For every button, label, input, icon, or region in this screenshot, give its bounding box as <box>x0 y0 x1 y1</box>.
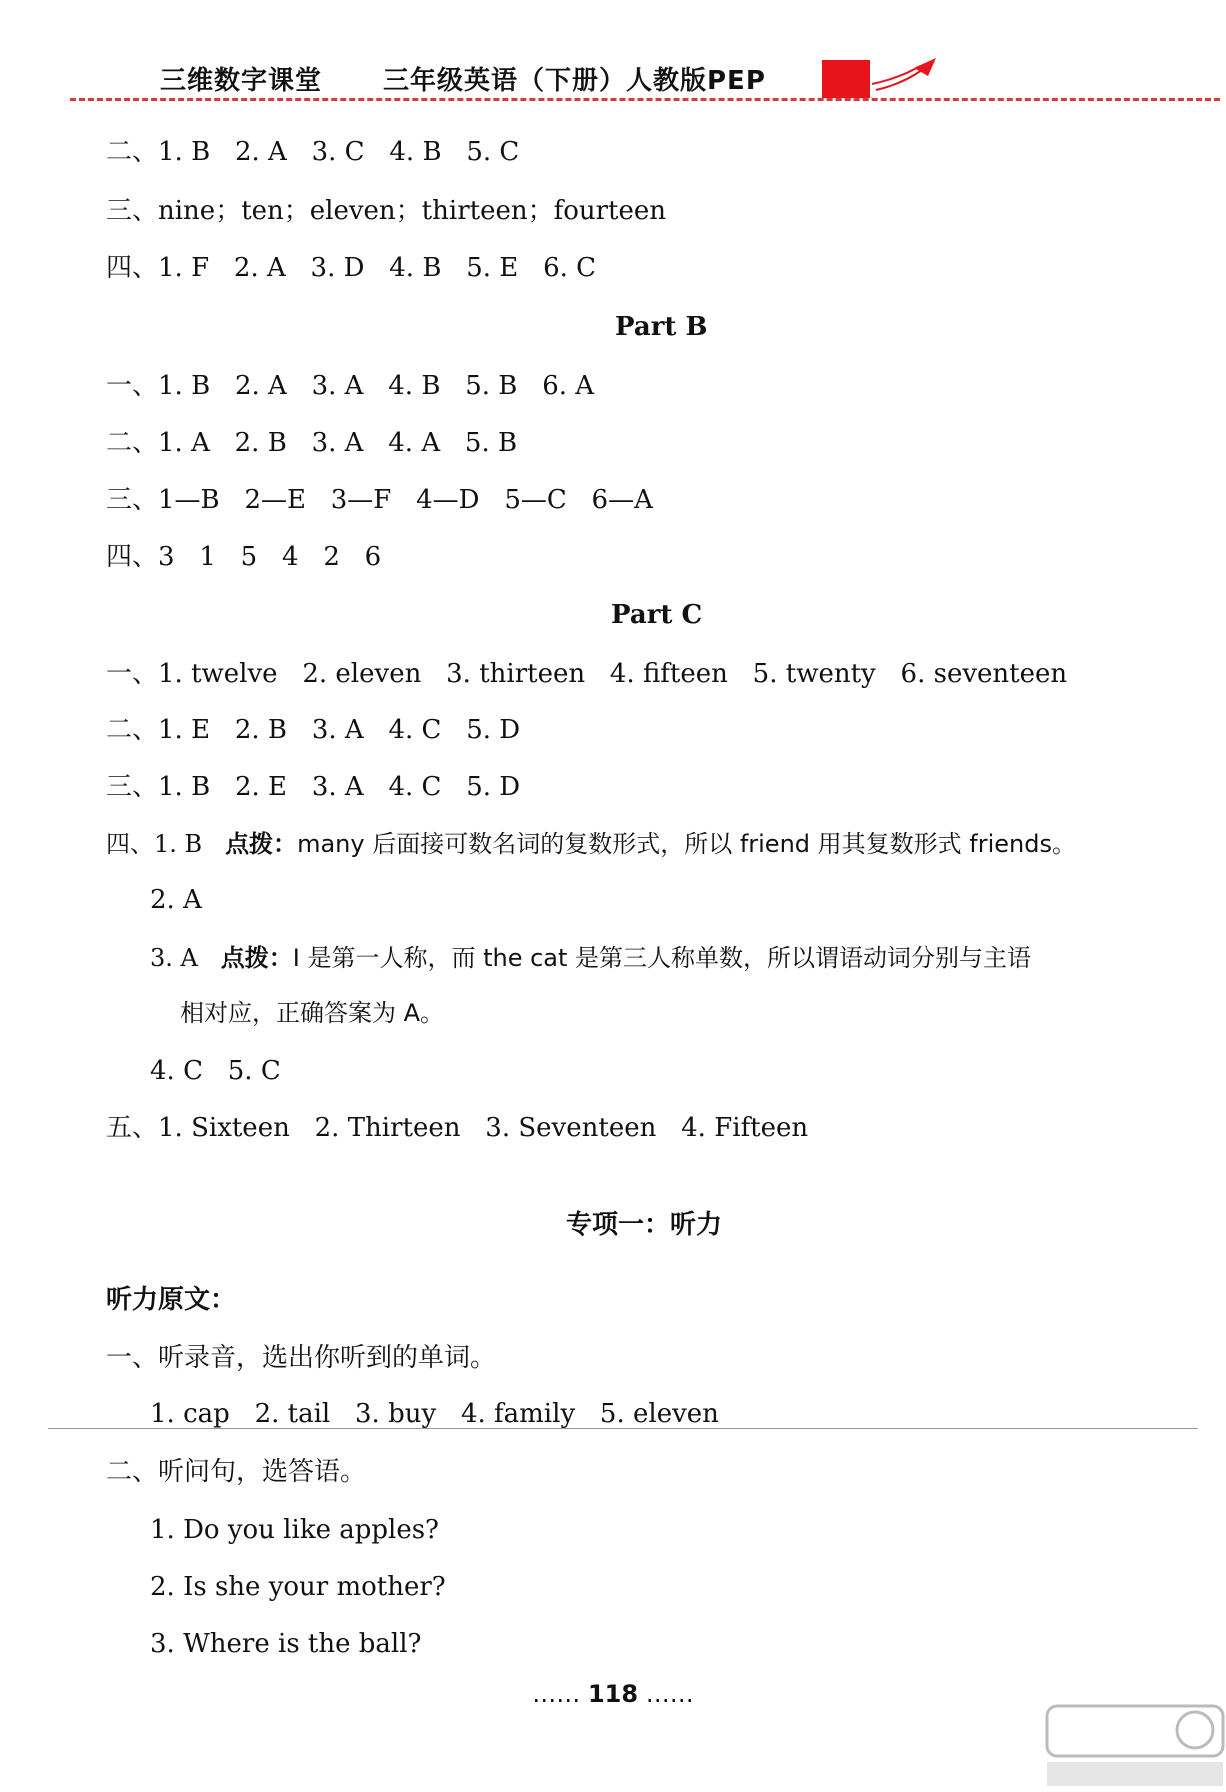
header-red-block <box>822 60 870 98</box>
answer-prefix: 3. A <box>150 944 221 972</box>
answer-line: 二、1. B 2. A 3. C 4. B 5. C <box>106 137 520 167</box>
watermark-logo-icon <box>1045 1700 1225 1790</box>
section-title-part-c: Part C <box>611 600 703 630</box>
listening-question: 3. Where is the ball? <box>150 1629 422 1659</box>
hint-label: 点拨： <box>225 830 298 858</box>
header-title-left: 三维数字课堂 <box>160 66 323 96</box>
answer-line: 4. C 5. C <box>150 1056 281 1086</box>
section-title-part-b: Part B <box>615 312 708 342</box>
answer-line-with-hint <box>106 828 1076 860</box>
hint-label: 点拨： <box>220 944 293 972</box>
answer-line: 二、1. E 2. B 3. A 4. C 5. D <box>106 715 521 745</box>
answer-line: 三、1. B 2. E 3. A 4. C 5. D <box>106 772 521 802</box>
footer-dots-left: …… <box>532 1680 581 1708</box>
answer-line: 一、1. twelve 2. eleven 3. thirteen 4. fifteen 5. twenty 6. seventeen <box>106 659 1068 689</box>
answer-line: 五、1. Sixteen 2. Thirteen 3. Seventeen 4. Fifteen <box>106 1113 809 1143</box>
listening-source-label: 听力原文： <box>106 1285 237 1315</box>
listening-items: 1. cap 2. tail 3. buy 4. family 5. eleven <box>150 1399 719 1429</box>
header-title-right: 三年级英语（下册）人教版PEP <box>383 66 766 96</box>
hint-text: I 是第一人称，而 the cat 是第三人称单数，所以谓语动词分别与主语 <box>292 944 1032 972</box>
answer-line: 一、1. B 2. A 3. A 4. B 5. B 6. A <box>106 371 595 401</box>
answer-line: 二、1. A 2. B 3. A 4. A 5. B <box>106 428 518 458</box>
listening-task: 一、听录音，选出你听到的单词。 <box>106 1343 497 1373</box>
page-number: 118 <box>587 1680 639 1708</box>
answer-line-with-hint <box>150 942 1031 974</box>
answer-line: 四、3 1 5 4 2 6 <box>106 542 382 572</box>
answer-line: 2. A <box>150 885 202 915</box>
answer-line: 三、1—B 2—E 3—F 4—D 5—C 6—A <box>106 485 653 515</box>
hint-text: many 后面接可数名词的复数形式，所以 friend 用其复数形式 friends。 <box>297 830 1076 858</box>
rocket-icon <box>870 56 940 96</box>
listening-question: 1. Do you like apples? <box>150 1515 439 1545</box>
section-title-listening: 专项一：听力 <box>566 1210 723 1240</box>
hint-continuation: 相对应，正确答案为 A。 <box>180 999 445 1027</box>
listening-task: 二、听问句，选答语。 <box>106 1457 367 1487</box>
listening-question: 2. Is she your mother? <box>150 1572 446 1602</box>
header-divider <box>70 98 1220 101</box>
footer-dots-right: …… <box>645 1680 694 1708</box>
page-footer <box>0 1680 1226 1708</box>
answer-prefix: 四、1. B <box>106 830 226 858</box>
page-header <box>0 50 1226 110</box>
answer-line: 四、1. F 2. A 3. D 4. B 5. E 6. C <box>106 253 597 283</box>
answer-line: 三、nine；ten；eleven；thirteen；fourteen <box>106 196 667 226</box>
